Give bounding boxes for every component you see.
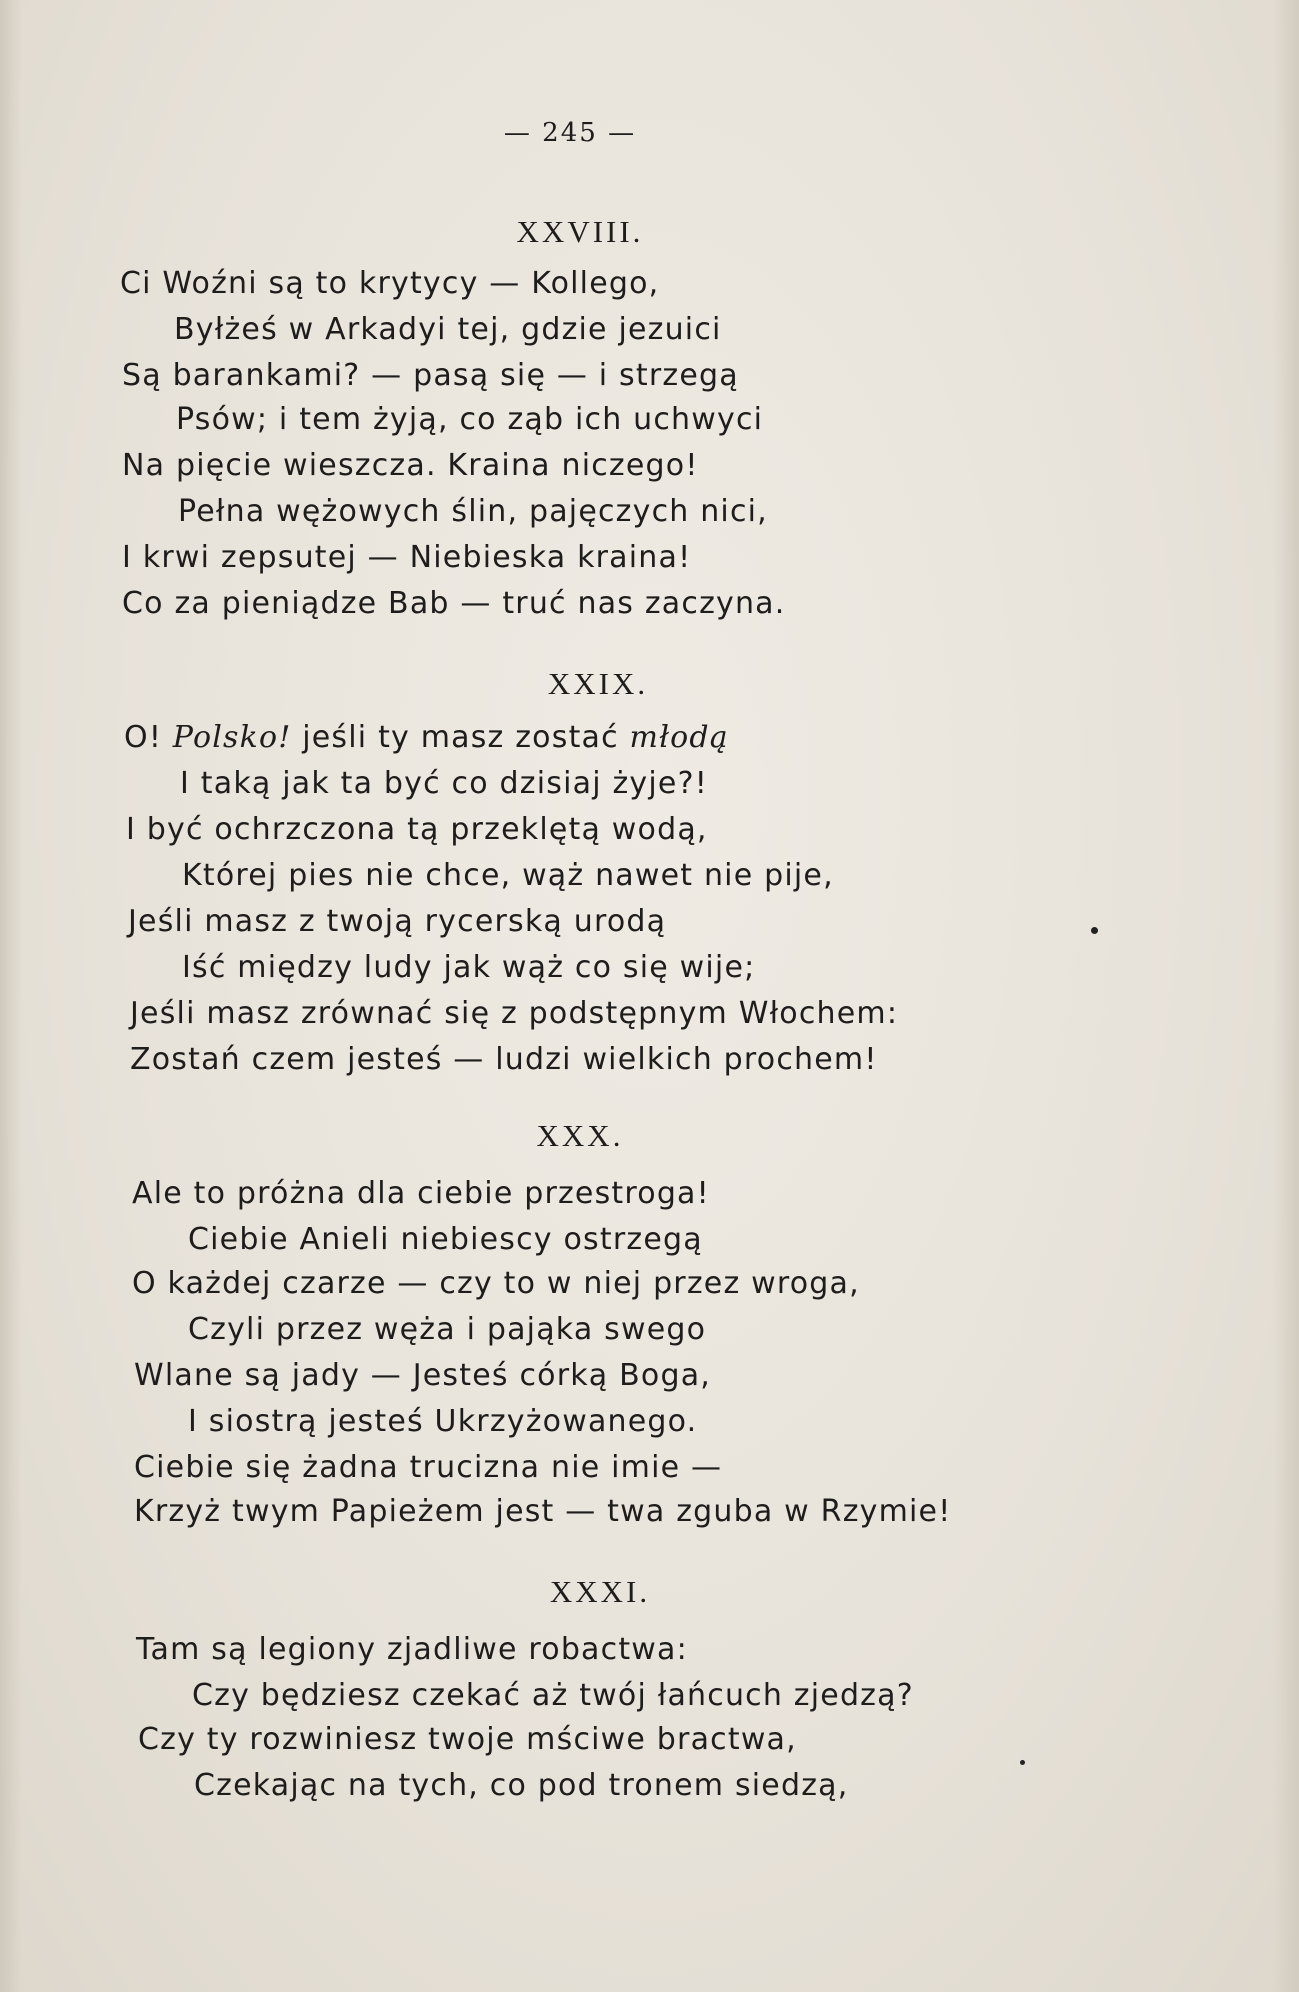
page-edge-shadow-right: [1273, 0, 1299, 1992]
verse-line: O każdej czarze — czy to w niej przez wroga,: [132, 1266, 860, 1301]
verse-line: I siostrą jesteś Ukrzyżowanego.: [188, 1404, 698, 1439]
verse-line: Czy będziesz czekać aż twój łańcuch zjedzą?: [192, 1678, 914, 1713]
section-title-xxix: XXIX.: [547, 666, 649, 701]
verse-line: Tam są legiony zjadliwe robactwa:: [136, 1632, 688, 1667]
verse-line: Krzyż twym Papieżem jest — twa zguba w Rzymie!: [134, 1494, 952, 1529]
ink-speck: [1091, 927, 1098, 934]
verse-line: Czyli przez węża i pająka swego: [188, 1312, 707, 1347]
verse-emphasis: Polsko!: [172, 720, 292, 755]
section-title-xxxi: XXXI.: [549, 1574, 651, 1609]
verse-text: jeśli ty masz zostać: [291, 720, 630, 755]
verse-line: Ciebie Anieli niebiescy ostrzegą: [188, 1222, 703, 1257]
verse-line: I taką jak ta być co dzisiaj żyje?!: [180, 766, 708, 801]
verse-line: Ale to próżna dla ciebie przestroga!: [132, 1176, 710, 1211]
verse-line: Czy ty rozwiniesz twoje mściwe bractwa,: [138, 1722, 797, 1757]
verse-line: Co za pieniądze Bab — truć nas zaczyna.: [122, 586, 786, 621]
verse-line: Są barankami? — pasą się — i strzegą: [122, 358, 739, 393]
verse-line: Czekając na tych, co pod tronem siedzą,: [194, 1768, 849, 1803]
verse-line: Ci Woźni są to krytycy — Kollego,: [120, 266, 660, 301]
section-title-xxviii: XXVIII.: [516, 214, 644, 249]
verse-line: Wlane są jady — Jesteś córką Boga,: [134, 1358, 712, 1393]
verse-line: Zostań czem jesteś — ludzi wielkich prochem!: [130, 1042, 878, 1077]
verse-line: Iść między ludy jak wąż co się wije;: [182, 950, 756, 985]
verse-line: Pełna wężowych ślin, pajęczych nici,: [178, 494, 768, 529]
verse-line: Psów; i tem żyją, co ząb ich uchwyci: [176, 402, 764, 437]
verse-line: Ciebie się żadna trucizna nie imie —: [134, 1450, 723, 1485]
verse-line: Byłżeś w Arkadyi tej, gdzie jezuici: [174, 312, 722, 347]
verse-line: Jeśli masz zrównać się z podstępnym Włochem:: [130, 996, 899, 1031]
page-edge-shadow-left: [0, 0, 22, 1992]
verse-line: I być ochrzczona tą przeklętą wodą,: [126, 812, 708, 847]
section-title-xxx: XXX.: [536, 1118, 624, 1153]
page-number: — 245 —: [503, 118, 637, 148]
verse-line: I krwi zepsutej — Niebieska kraina!: [122, 540, 692, 575]
verse-line: [124, 720, 729, 756]
verse-text: O!: [124, 720, 173, 755]
verse-line: Na pięcie wieszcza. Kraina niczego!: [122, 448, 699, 483]
verse-line: Której pies nie chce, wąż nawet nie pije,: [182, 858, 834, 893]
verse-line: Jeśli masz z twoją rycerską urodą: [128, 904, 667, 939]
verse-emphasis: młodą: [629, 720, 729, 755]
ink-speck: [1020, 1760, 1025, 1765]
